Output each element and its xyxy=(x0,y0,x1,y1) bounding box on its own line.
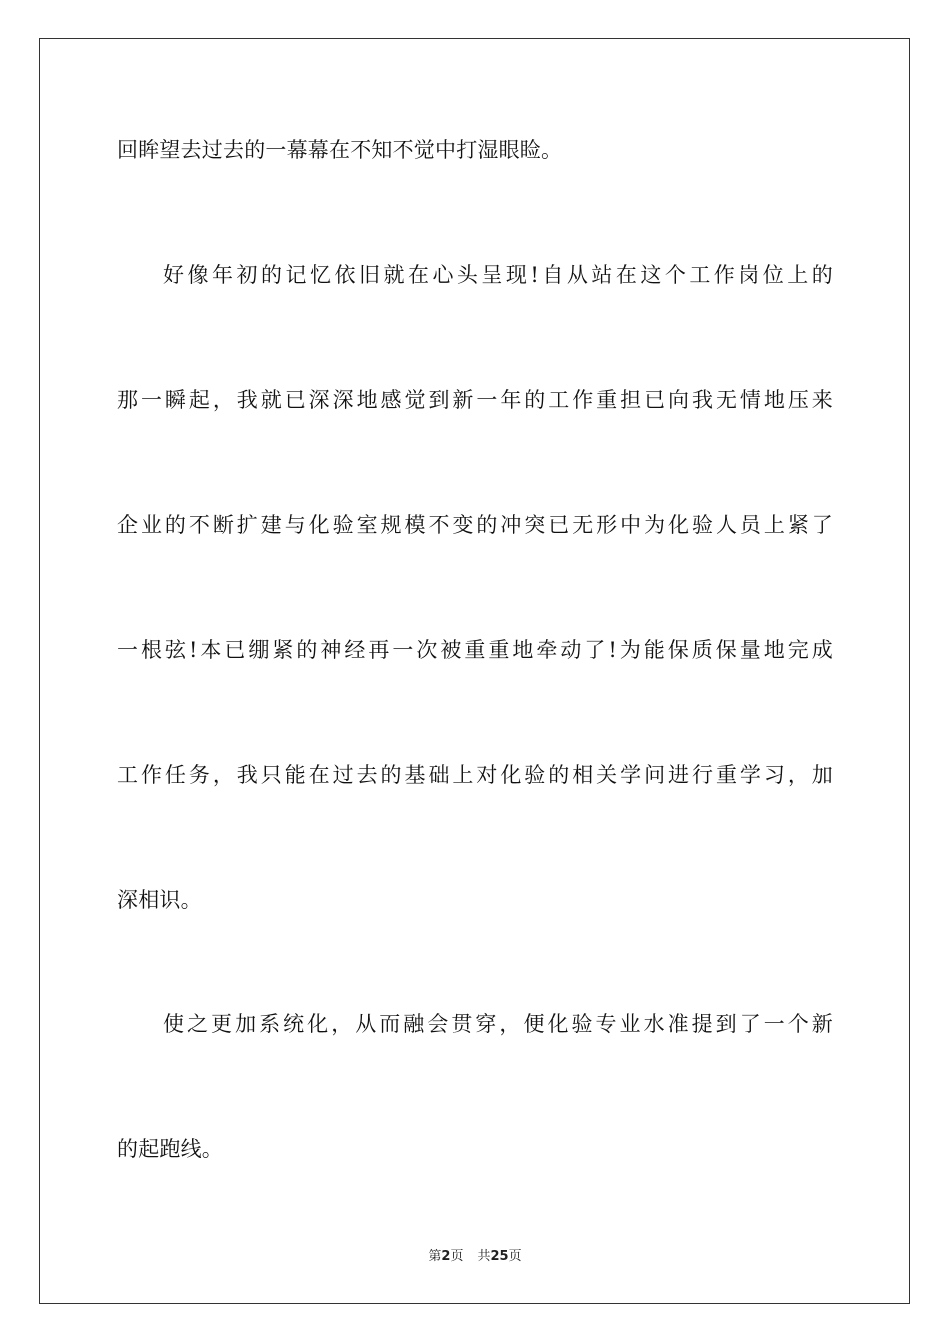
page-footer xyxy=(0,1249,950,1265)
text-line-9: 的起跑线。 xyxy=(117,1137,223,1161)
text-line-7: 深相识。 xyxy=(117,888,202,912)
text-line-4: 企业的不断扩建与化验室规模不变的冲突已无形中为化验人员上紧了 xyxy=(117,513,833,537)
text-line-1: 回眸望去过去的一幕幕在不知不觉中打湿眼睑。 xyxy=(117,138,563,162)
page-number: 2 xyxy=(441,1249,451,1264)
total-suffix: 页 xyxy=(508,1249,522,1264)
page-prefix: 第 xyxy=(428,1249,442,1264)
text-line-8: 使之更加系统化，从而融会贯穿，便化验专业水准提到了一个新 xyxy=(163,1012,833,1036)
page-suffix: 页 xyxy=(450,1249,464,1264)
page-border xyxy=(39,38,910,1304)
text-line-5: 一根弦!本已绷紧的神经再一次被重重地牵动了!为能保质保量地完成 xyxy=(117,638,833,662)
text-line-2: 好像年初的记忆依旧就在心头呈现!自从站在这个工作岗位上的 xyxy=(163,263,833,287)
total-prefix: 共 xyxy=(477,1249,491,1264)
text-line-3: 那一瞬起，我就已深深地感觉到新一年的工作重担已向我无情地压来 xyxy=(117,388,833,412)
total-pages: 25 xyxy=(490,1249,509,1264)
text-line-6: 工作任务，我只能在过去的基础上对化验的相关学问进行重学习，加 xyxy=(117,763,833,787)
